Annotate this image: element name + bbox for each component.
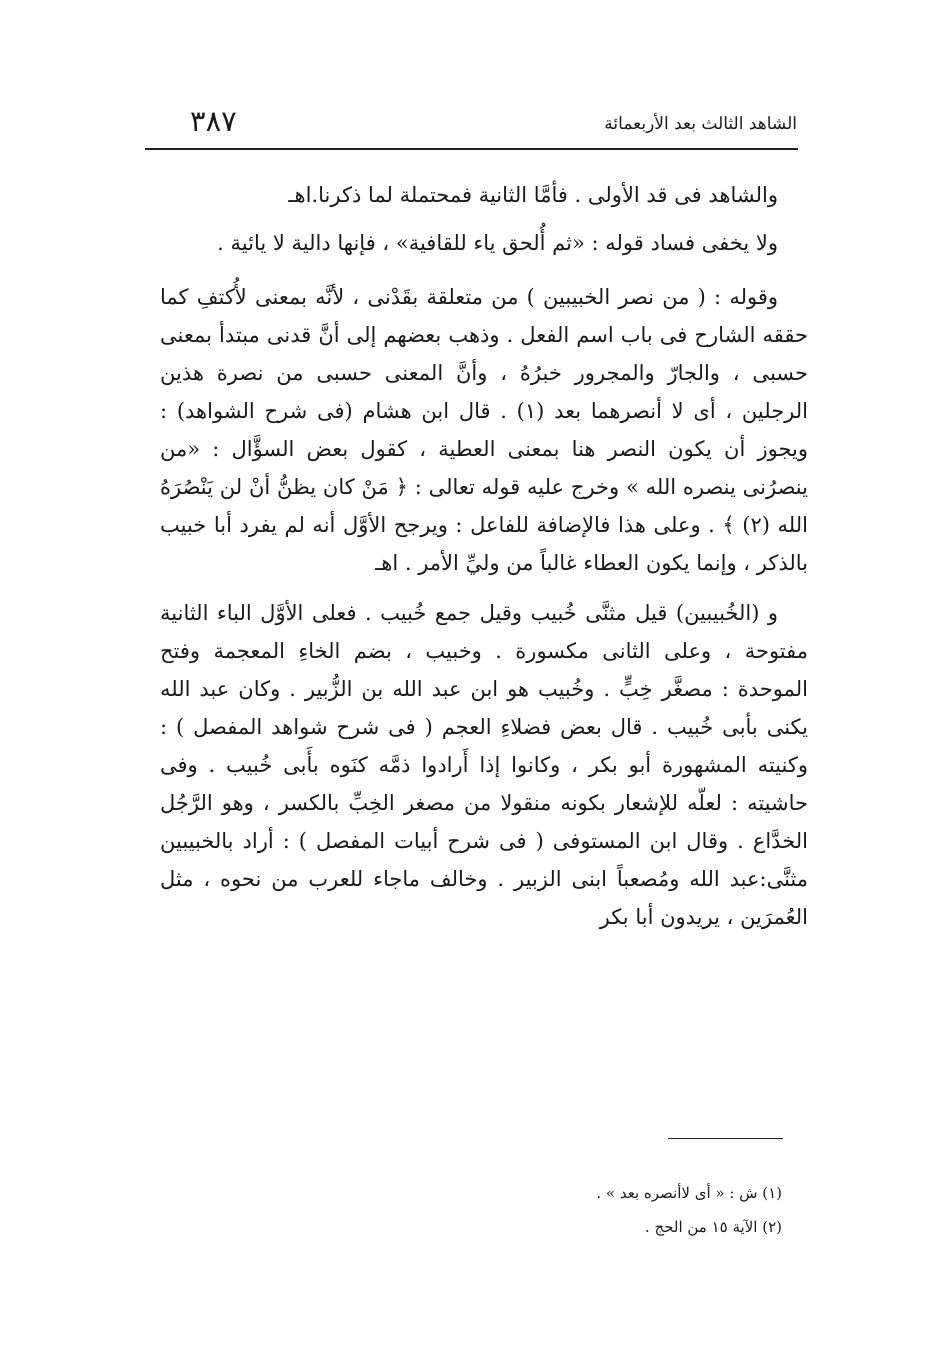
page-header bbox=[145, 92, 797, 142]
running-title: الشاهد الثالث بعد الأربعمائة bbox=[604, 114, 797, 134]
footnote-2: (٢) الآية ١٥ من الحج . bbox=[644, 1218, 782, 1236]
paragraph-4: و (الخُبيبين) قيل مثنَّى خُبيب وقيل جمع خُبيب . فعلى الأوَّل الباء الثانية مفتوحة ، وعلى الثانى مكسورة . وخبيب ، بضم الخاءِ المعجمة وفتح الموحدة : مصغَّر خِبٍّ . وخُبيب هو ابن عبد الله بن الزُّبير . وكان عبد الله يكنى بأبى خُبيب . قال بعض فضلاءِ العجم ( فى شرح شواهد المفصل ) : وكنيته المشهورة أبو بكر ، وكانوا إذا أَرادوا ذمَّه كنَوه بأَبى خُبيب . وفى حاشيته : لعلّه للإشعار بكونه منقولا من مصغر الخِبِّ بالكسر ، وهو الرَّجُل الخدَّاع . وقال ابن المستوفى ( فى شرح أبيات المفصل ) : أراد بالخبيبين مثنَّى:عبد الله ومُصعباً ابنى الزبير . وخالف ماجاء للعرب من نحوه ، مثل العُمرَين ، يريدون أبا بكر bbox=[160, 601, 808, 929]
footnotes bbox=[520, 1176, 782, 1244]
footnote-divider bbox=[668, 1138, 783, 1139]
footnote-1: (١) ش : « أى لاأنصره بعد » . bbox=[596, 1184, 782, 1202]
paragraph-1: والشاهد فى قد الأولى . فأمَّا الثانية فمحتملة لما ذكرنا.اهـ bbox=[288, 183, 778, 207]
paragraph-3: وقوله : ( من نصر الخبيبين ) من متعلقة بقَدْنى ، لأنَّه بمعنى لأُكتفِ كما حققه الشارح فى باب اسم الفعل . وذهب بعضهم إلى أنَّ قدنى مبتدأ بمعنى حسبى ، والجارّ والمجرور خبرُهُ ، وأنَّ المعنى حسبى من نصرة هذين الرجلين ، أى لا أنصرهما بعد (١) . قال ابن هشام (فى شرح الشواهد) : ويجوز أن يكون النصر هنا بمعنى العطية ، كقول بعض السؤَّال : «من ينصرُنى ينصره الله » وخرج عليه قوله تعالى : ﴿ مَنْ كان يظنُّ أنْ لن يَنْصُرَهُ الله (٢) ﴾ . وعلى هذا فالإضافة للفاعل : ويرجح الأوَّل أنه لم يفرد أبا خبيب بالذكر ، وإنما يكون العطاء غالباً من وليِّ الأمر . اهـ bbox=[160, 285, 809, 575]
paragraph-2: ولا يخفى فساد قوله : «ثم أُلحق ياء للقافية» ، فإنها دالية لا يائية . bbox=[217, 231, 778, 255]
page-number: ٣٨٧ bbox=[190, 104, 237, 138]
main-text bbox=[160, 176, 808, 936]
header-divider bbox=[145, 148, 798, 150]
